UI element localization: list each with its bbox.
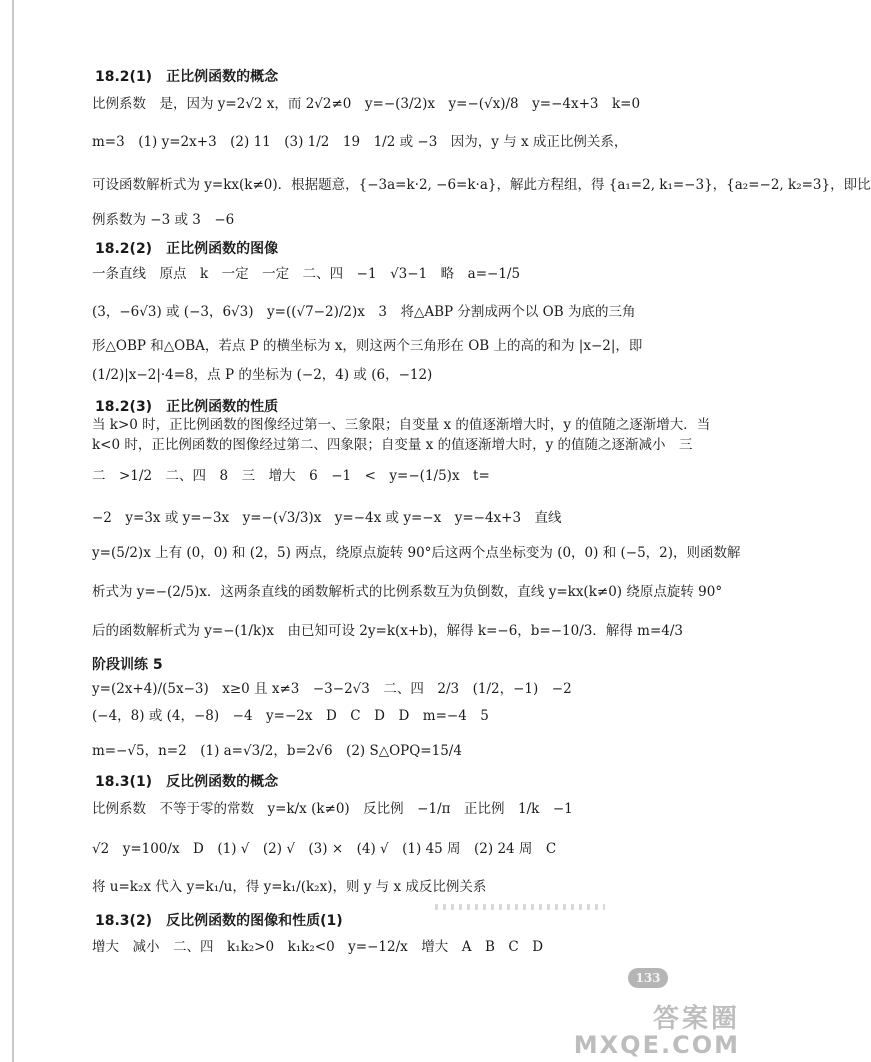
answer-line: 可设函数解析式为 y=kx(k≠0)．根据题意，{−3a=k·2, −6=k·a}，解此方程组，得 {a₁=2, k₁=−3}，{a₂=−2, k₂=3}，即比 [92,177,871,193]
answer-line: y=(5/2)x 上有 (0，0) 和 (2，5) 两点，绕原点旋转 90°后这两个点坐标变为 (0，0) 和 (−5，2)，则函数解 [92,545,741,561]
answer-line: k<0 时，正比例函数的图像经过第二、四象限；自变量 x 的值逐渐增大时，y 的值随之逐渐减小 三 [92,437,693,453]
answer-line: 后的函数解析式为 y=−(1/k)x 由已知可设 2y=k(x+b)，解得 k=−6，b=−10/3．解得 m=4/3 [92,623,684,639]
answer-line: √2 y=100/x D (1) √ (2) √ (3) × (4) √ (1) 45 周 (2) 24 周 C [92,841,557,857]
answer-line: m=3 (1) y=2x+3 (2) 11 (3) 1/2 19 1/2 或 −3 因为，y 与 x 成正比例关系， [92,134,628,150]
section-heading-18-2-3: 18.2(3) 正比例函数的性质 [95,399,279,415]
answer-line: 一条直线 原点 k 一定 一定 二、四 −1 √3−1 略 a=−1/5 [92,266,521,282]
section-heading-18-2-2: 18.2(2) 正比例函数的图像 [95,241,279,257]
answer-line: 当 k>0 时，正比例函数的图像经过第一、三象限；自变量 x 的值逐渐增大时，y 的值随之逐渐增大．当 [92,417,711,433]
answer-line: (1/2)|x−2|·4=8，点 P 的坐标为 (−2，4) 或 (6，−12) [92,367,433,383]
answer-line: y=(2x+4)/(5x−3) x≥0 且 x≠3 −3−2√3 二、四 2/3 (1/2，−1) −2 [92,681,572,697]
answer-line: (−4，8) 或 (4，−8) −4 y=−2x D C D D m=−4 5 [92,708,489,724]
watermark-logo [573,1003,740,1059]
answer-line: (3，−6√3) 或 (−3，6√3) y=((√7−2)/2)x 3 将△ABP 分割成两个以 OB 为底的三角 [92,304,636,320]
watermark-url: MXQE.COM [573,1030,740,1059]
answer-line: 比例系数 是，因为 y=2√2 x，而 2√2≠0 y=−(3/2)x y=−(√x)/8 y=−4x+3 k=0 [92,96,641,112]
section-heading-18-3-2: 18.3(2) 反比例函数的图像和性质(1) [95,913,343,929]
answer-line: m=−√5，n=2 (1) a=√3/2，b=2√6 (2) S△OPQ=15/4 [92,743,462,759]
watermark-text: 答案圈 [652,1003,740,1034]
answer-line: 析式为 y=−(2/5)x．这两条直线的函数解析式的比例系数互为负倒数，直线 y=kx(k≠0) 绕原点旋转 90° [92,584,723,600]
section-heading-18-3-1: 18.3(1) 反比例函数的概念 [95,774,279,790]
binding-edge [12,0,14,1062]
answer-line: 比例系数 不等于零的常数 y=k/x (k≠0) 反比例 −1/π 正比例 1/k −1 [92,801,573,817]
answer-line: −2 y=3x 或 y=−3x y=−(√3/3)x y=−4x 或 y=−x y=−4x+3 直线 [92,510,562,526]
answer-line: 将 u=k₂x 代入 y=k₁/u，得 y=k₁/(k₂x)，则 y 与 x 成反比例关系 [92,879,487,895]
answer-line: 形△OBP 和△OBA，若点 P 的横坐标为 x，则这两个三角形在 OB 上的高的和为 |x−2|，即 [92,338,643,354]
section-heading-stage-5: 阶段训练 5 [92,657,163,673]
answer-line: 例系数为 −3 或 3 −6 [92,212,235,228]
section-heading-18-2-1: 18.2(1) 正比例函数的概念 [95,69,279,85]
page-number: 133 [628,968,668,988]
answer-line: 二 >1/2 二、四 8 三 增大 6 −1 < y=−(1/5)x t= [92,468,490,484]
scan-speckle [435,904,605,910]
answer-line: 增大 减小 二、四 k₁k₂>0 k₁k₂<0 y=−12/x 增大 A B C D [92,939,544,955]
